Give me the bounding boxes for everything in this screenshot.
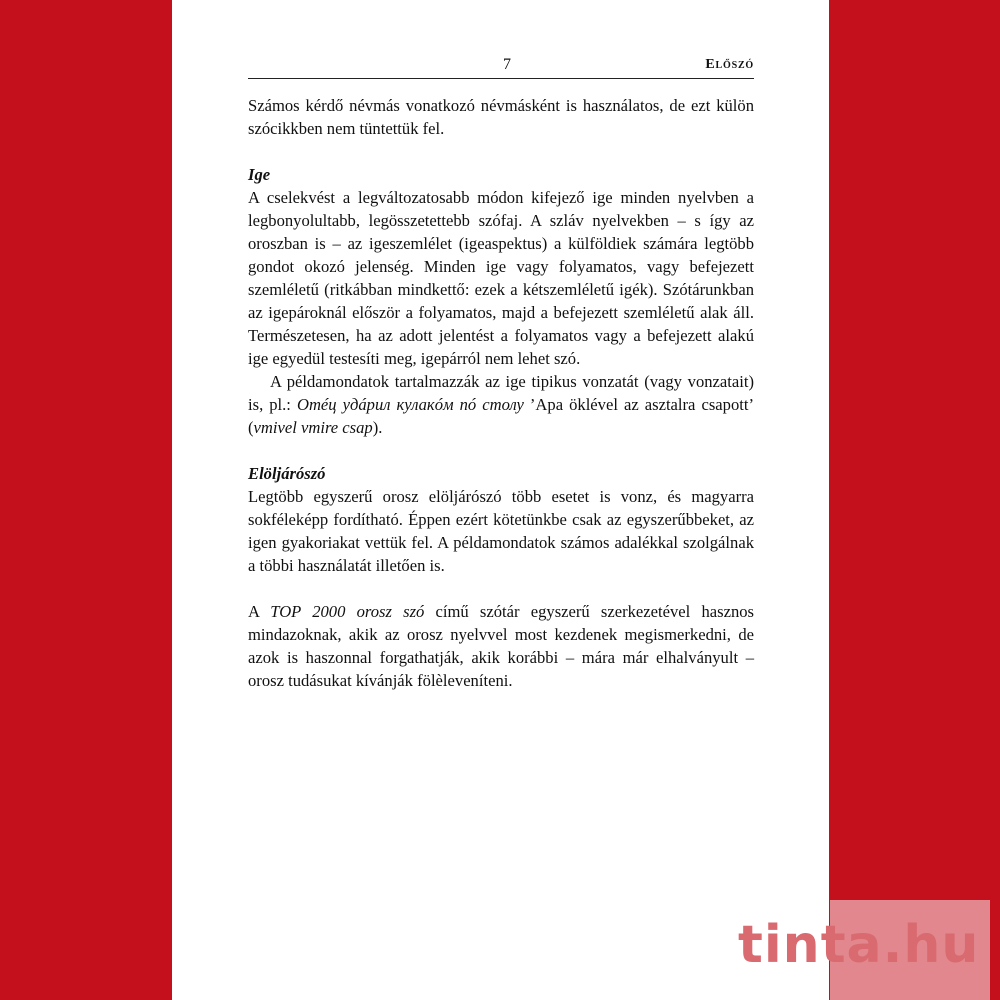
paragraph-example: [248, 370, 754, 439]
russian-example: Отéц удáрил кулакóм пó столу: [296, 395, 524, 414]
watermark-logo: tinta.hu: [738, 915, 980, 975]
heading-ige: Ige: [248, 165, 271, 184]
closing-text-b: című szótár egyszerű szerkezetével hasznos mindazoknak, akik az orosz nyelvvel most kezdenek megismerkedni, de azok is haszonnal forgathatják, akik korábbi – mára már elhalványult – orosz tudásukat kívánják fölèleveníteni.: [248, 602, 754, 690]
heading-eloljaroszo: Elöljárószó: [248, 464, 326, 483]
paragraph-ige: A cselekvést a legváltozatosabb módon kifejező ige minden nyelvben a legbonyolultabb, legösszetettebb szófaj. A szláv nyelvekben – s így az oroszban is – az igeszemlélet (igeaspektus) a külföldiek számára legtöbb gondot okozó jelenség. Minden ige vagy folyamatos, vagy befejezett szemléletű (ritkábban mindkettő: ezek a kétszemléletű igék). Szótárunkban az igepároknál először a folyamatos, majd a befejezett szemléletű alak áll. Természetesen, ha az adott jelentést a folyamatos vagy a befejezett alakú ige egyedül testesíti meg, igepárról nem lehet szó.: [248, 188, 754, 368]
paragraph-intro: Számos kérdő névmás vonatkozó névmásként is használatos, de ezt külön szócikkben nem tüntettük fel.: [248, 96, 754, 138]
paragraph-closing: [248, 600, 754, 692]
closing-text-a: A: [248, 602, 271, 621]
running-head: Előszó: [705, 57, 754, 72]
pattern-example: vmivel vmire csap: [253, 418, 373, 437]
body-text: [248, 94, 754, 692]
book-title: TOP 2000 orosz szó: [270, 602, 425, 621]
book-page: [172, 0, 829, 1000]
page-number: 7: [503, 56, 511, 73]
example-text-c: ).: [372, 418, 383, 437]
example-text-a: A példamondatok tartalmazzák az ige tipikus vonzatát (vagy vonzatait) is, pl.:: [248, 372, 754, 414]
header-rule: [248, 78, 754, 79]
example-text-b: ’Apa öklével az asztalra csapott’ (: [248, 395, 754, 437]
paragraph-eloljaroszo: Legtöbb egyszerű orosz elöljárószó több esetet is vonz, és magyarra sokféleképp fordítható. Éppen ezért kötetünkbe csak az egyszerűbbeket, az igen gyakoriakat vettük fel. A példamondatok számos adalékkal szolgálnak a többi használatát illetően is.: [248, 487, 754, 575]
